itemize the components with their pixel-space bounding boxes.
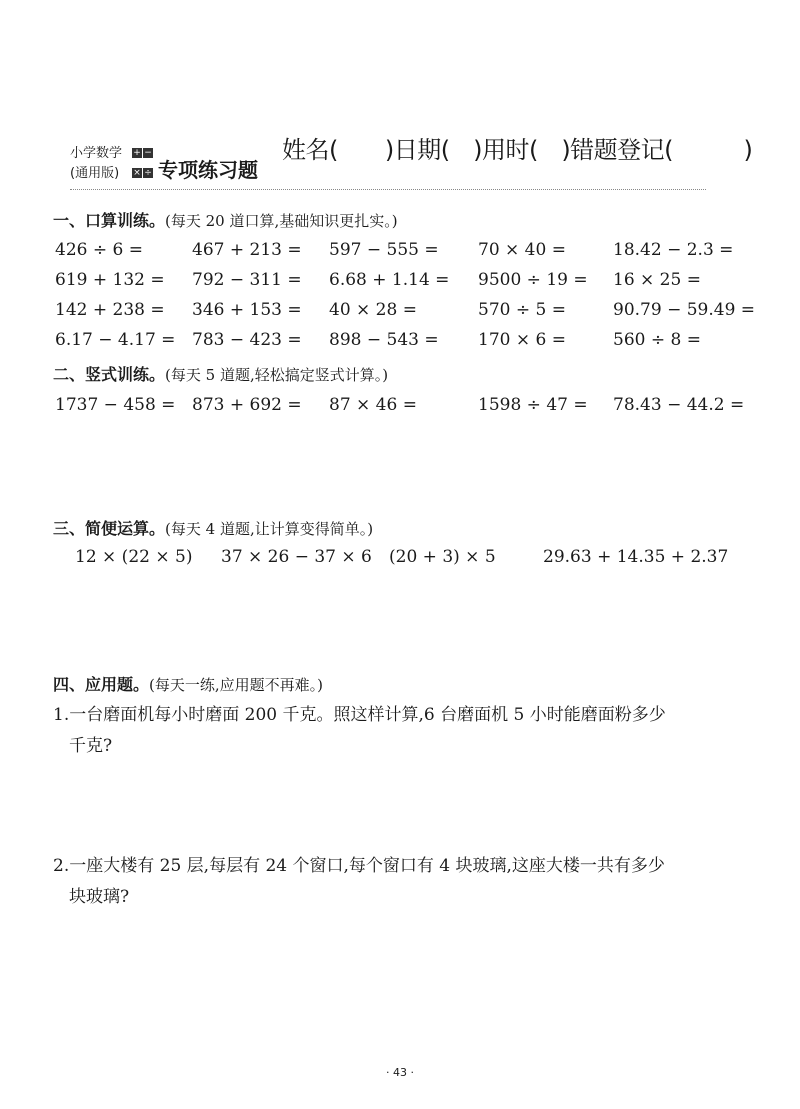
calc-item: 9500 ÷ 19 = [478,270,588,290]
calc-item: 346 + 153 = [192,300,302,320]
section2-title [53,362,388,385]
section3-note: (每天 4 道题,让计算变得简单。) [165,520,374,538]
oral-calc-row [55,240,755,270]
word-problem-2 [53,851,753,913]
calc-item: 16 × 25 = [613,270,701,290]
divide-icon: ÷ [144,168,152,178]
vertical-calc-item: 1737 − 458 = [55,395,176,415]
simplified-calc-item: 29.63 + 14.35 + 2.37 [543,547,729,567]
section4-note: (每天一练,应用题不再难。) [149,676,323,694]
calc-item: 560 ÷ 8 = [613,330,701,350]
math-ops-logo [132,146,154,186]
vertical-calc-item: 1598 ÷ 47 = [478,395,588,415]
simplified-calc-item: 12 × (22 × 5) [75,547,193,567]
header-divider [70,189,706,190]
problem-1-line-2: 千克? [69,736,113,756]
calc-item: 6.68 + 1.14 = [329,270,450,290]
word-problem-1 [53,700,753,762]
plus-icon: + [133,148,141,158]
problem-2-line-2: 块玻璃? [69,887,130,907]
calc-item: 170 × 6 = [478,330,566,350]
vertical-calc-grid [55,395,755,425]
problem-2-line-1: 2.一座大楼有 25 层,每层有 24 个窗口,每个窗口有 4 块玻璃,这座大楼一共有多少 [53,856,665,876]
section1-note: (每天 20 道口算,基础知识更扎实。) [165,212,398,230]
brand-block [70,144,260,188]
oral-calc-row [55,300,755,330]
calc-item: 426 ÷ 6 = [55,240,143,260]
section4-name: 四、应用题。 [53,675,150,694]
section1-name: 一、口算训练。 [53,211,166,230]
vertical-calc-item: 873 + 692 = [192,395,302,415]
calc-item: 597 − 555 = [329,240,439,260]
section2-note: (每天 5 道题,轻松搞定竖式计算。) [165,366,389,384]
section3-name: 三、简便运算。 [53,519,166,538]
calc-item: 570 ÷ 5 = [478,300,566,320]
vertical-calc-row [55,395,755,425]
brand-text [70,144,122,184]
brand-line-2: (通用版) [70,166,120,181]
section2-name: 二、竖式训练。 [53,365,166,384]
brand-title: 专项练习题 [158,158,258,182]
calc-item: 40 × 28 = [329,300,417,320]
calc-item: 90.79 − 59.49 = [613,300,756,320]
calc-item: 792 − 311 = [192,270,302,290]
oral-calc-row [55,270,755,300]
section1-title [53,208,398,231]
calc-item: 619 + 132 = [55,270,165,290]
registration-line: 姓名( )日期( )用时( )错题登记( ) [282,136,753,164]
calc-item: 142 + 238 = [55,300,165,320]
times-icon: × [133,168,141,178]
calc-item: 6.17 − 4.17 = [55,330,176,350]
oral-calc-grid [55,240,755,360]
section3-title [53,516,373,539]
calc-item: 898 − 543 = [329,330,439,350]
problem-1-line-1: 1.一台磨面机每小时磨面 200 千克。照这样计算,6 台磨面机 5 小时能磨面粉多少 [53,705,666,725]
brand-line-1: 小学数学 [70,146,123,161]
section4-title [53,672,323,695]
simplified-calc-row [75,547,755,571]
calc-item: 467 + 213 = [192,240,302,260]
calc-item: 783 − 423 = [192,330,302,350]
calc-item: 70 × 40 = [478,240,566,260]
worksheet-header [70,128,753,188]
oral-calc-row [55,330,755,360]
calc-item: 18.42 − 2.3 = [613,240,734,260]
minus-icon: − [144,148,152,158]
simplified-calc-item: 37 × 26 − 37 × 6 [221,547,372,567]
page-number: · 43 · [386,1066,414,1079]
vertical-calc-item: 87 × 46 = [329,395,417,415]
simplified-calc-item: (20 + 3) × 5 [389,547,496,567]
vertical-calc-item: 78.43 − 44.2 = [613,395,745,415]
